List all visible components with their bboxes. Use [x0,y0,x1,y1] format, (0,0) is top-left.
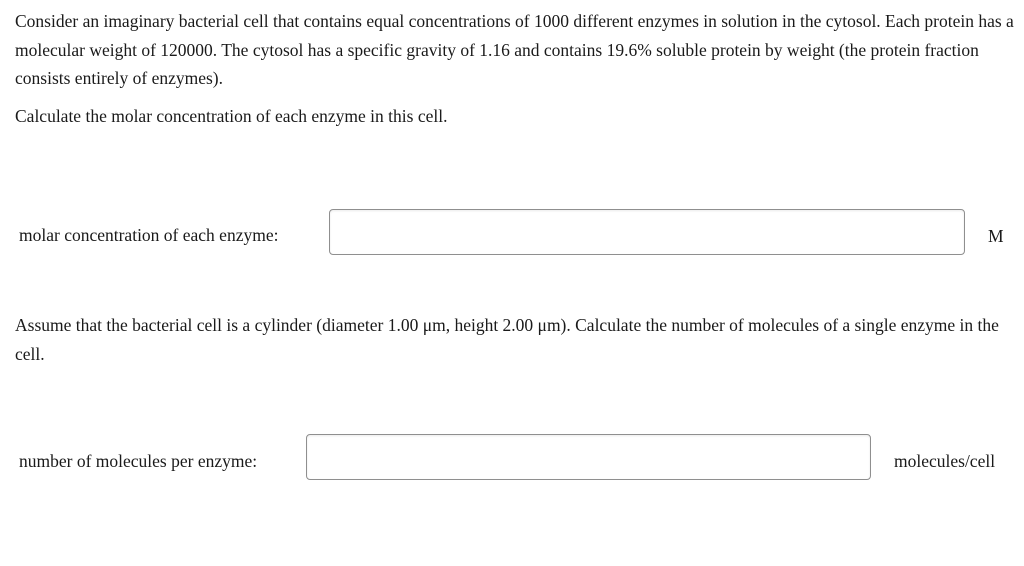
molecules-per-enzyme-label: number of molecules per enzyme: [19,451,258,471]
molar-concentration-unit: M [988,226,1004,246]
question-intro-text: Consider an imaginary bacterial cell that contains equal concentrations of 1000 different enzymes in solution in the cytosol. Each protein has a molecular weight of 120000. The cytosol has a specific gravity of 1.16 and contains 19.6% soluble protein by weight (the protein fraction consists entirely of enzymes). [15,11,1014,88]
molecules-per-enzyme-unit: molecules/cell [894,451,996,471]
part1-prompt-text: Calculate the molar concentration of each enzyme in this cell. [15,106,448,126]
molar-concentration-input[interactable] [329,209,965,255]
molecules-per-enzyme-input[interactable] [306,434,871,480]
molar-concentration-label: molar concentration of each enzyme: [19,225,279,245]
part2-prompt-text: Assume that the bacterial cell is a cylinder (diameter 1.00 μm, height 2.00 μm). Calculate the number of molecules of a single enzyme in the cell. [15,315,999,364]
